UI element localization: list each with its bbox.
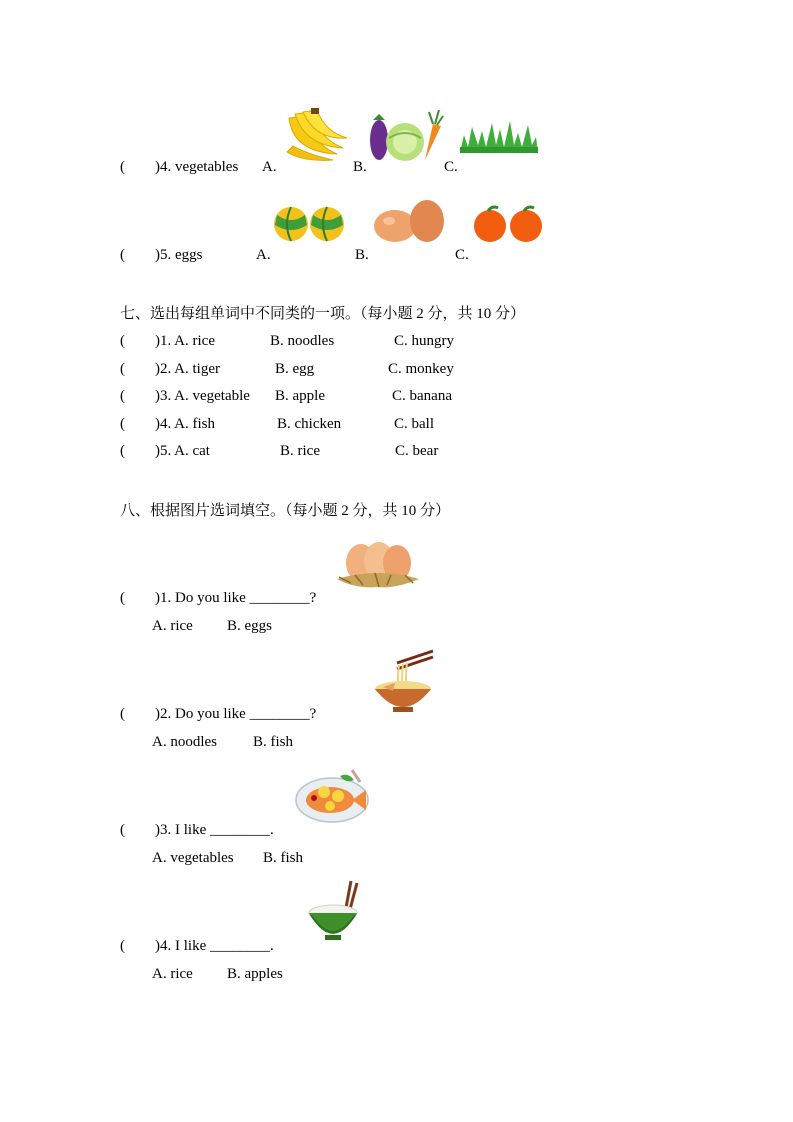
balls-icon: [273, 205, 347, 243]
eggs-icon: [373, 199, 445, 243]
s7-q4-num: ( )4. A. fish: [120, 416, 215, 432]
question-5-prompt: ( )5. eggs: [120, 247, 203, 263]
section-8-heading: 八、根据图片选词填空。（每小题 2 分，共 10 分）: [120, 503, 451, 519]
s8-q1-option-a[interactable]: A. rice: [152, 618, 193, 634]
s8-q4-option-b[interactable]: B. apples: [227, 966, 283, 982]
noodles-icon: [373, 649, 435, 715]
option-b-label[interactable]: B.: [353, 159, 367, 175]
s8-q1-question: ( )1. Do you like ________?: [120, 590, 317, 606]
s7-q1-b: B. noodles: [270, 333, 335, 349]
s8-q4-option-a[interactable]: A. rice: [152, 966, 193, 982]
bananas-icon: [283, 108, 349, 162]
s7-q4-b: B. chicken: [277, 416, 342, 432]
section-7-heading: 七、选出每组单词中不同类的一项。（每小题 2 分，共 10 分）: [120, 306, 526, 322]
grass-icon: [460, 117, 538, 155]
s7-q5-num: ( )5. A. cat: [120, 443, 210, 459]
question-4-prompt: ( )4. vegetables: [120, 159, 239, 175]
s7-q3-c: C. banana: [392, 388, 452, 404]
option-a-label[interactable]: A.: [262, 159, 277, 175]
rice-bowl-icon: [305, 879, 361, 947]
option-b-label[interactable]: B.: [355, 247, 369, 263]
s7-q5-c: C. bear: [395, 443, 439, 459]
s8-q2-question: ( )2. Do you like ________?: [120, 706, 317, 722]
oranges-icon: [472, 203, 544, 243]
s7-q1-c: C. hungry: [394, 333, 454, 349]
s7-q2-c: C. monkey: [388, 361, 454, 377]
s7-q5-b: B. rice: [280, 443, 320, 459]
s7-q3-b: B. apple: [275, 388, 325, 404]
s7-q4-c: C. ball: [394, 416, 434, 432]
option-c-label[interactable]: C.: [455, 247, 469, 263]
s7-q1-num: ( )1. A. rice: [120, 333, 215, 349]
eggs-nest-icon: [335, 541, 421, 589]
option-c-label[interactable]: C.: [444, 159, 458, 175]
fish-plate-icon: [294, 766, 372, 826]
s8-q4-question: ( )4. I like ________.: [120, 938, 274, 954]
s8-q1-option-b[interactable]: B. eggs: [227, 618, 272, 634]
s7-q3-num: ( )3. A. vegetable: [120, 388, 250, 404]
s8-q3-question: ( )3. I like ________.: [120, 822, 274, 838]
option-a-label[interactable]: A.: [256, 247, 271, 263]
s8-q2-option-b[interactable]: B. fish: [253, 734, 294, 750]
vegetables-icon: [367, 110, 445, 162]
s7-q2-num: ( )2. A. tiger: [120, 361, 220, 377]
s8-q2-option-a[interactable]: A. noodles: [152, 734, 217, 750]
s8-q3-option-b[interactable]: B. fish: [263, 850, 304, 866]
s8-q3-option-a[interactable]: A. vegetables: [152, 850, 234, 866]
s7-q2-b: B. egg: [275, 361, 315, 377]
